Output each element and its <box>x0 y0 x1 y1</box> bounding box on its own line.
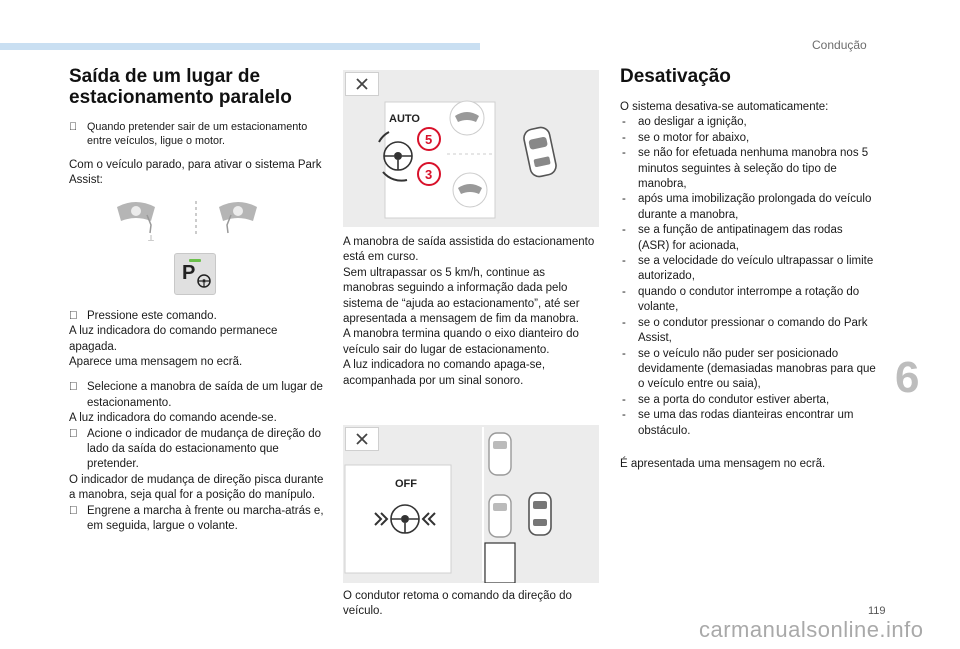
list-item: - se a porta do condutor estiver aberta, <box>622 393 830 406</box>
step1-bullet: Pressione este comando. <box>69 309 327 324</box>
bullet-square-icon <box>69 427 78 442</box>
step-badge-a: 5 <box>425 132 433 147</box>
park-assist-icon: P <box>174 253 216 295</box>
page-number: 119 <box>868 605 886 617</box>
bullet-square-icon <box>69 380 78 395</box>
site-watermark: carmanualsonline.info <box>699 617 924 642</box>
step3-bullet: Acione o indicador de mudança de direção do lado da saída do estacionamento que pretender. <box>69 427 327 473</box>
steering-wheels-figure <box>69 197 327 241</box>
list-item: - se a velocidade do veículo ultrapassar o limite autorizado, <box>622 255 874 283</box>
car-topview-icon <box>489 433 511 475</box>
step4-bullet: Engrene a marcha à frente ou marcha-atrás e, em seguida, largue o volante. <box>69 504 327 535</box>
deactivation-outro: É apresentada uma mensagem no ecrã. <box>620 457 826 470</box>
bullet-square-icon <box>69 309 78 324</box>
step1-line-1: A luz indicadora do comando permanece apagada. <box>69 325 278 353</box>
list-item: - após uma imobilização prolongada do veículo durante a manobra, <box>622 193 872 221</box>
chapter-number: 6 <box>895 353 920 402</box>
list-item: - quando o condutor interrompe a rotação do volante, <box>622 285 860 314</box>
bullet-square-icon <box>69 504 78 519</box>
list-item: - se uma das rodas dianteiras encontrar um obstáculo. <box>622 409 854 437</box>
mode-label: AUTO <box>389 113 420 125</box>
step-badge-b: 3 <box>425 167 433 182</box>
step3-line: O indicador de mudança de direção pisca durante a manobra, seja qual for a posição do manípulo. <box>69 473 324 502</box>
svg-text:⟂: ⟂ <box>148 232 155 241</box>
list-item: - ao desligar a ignição, <box>622 116 747 129</box>
step2-bullet: Selecione a manobra de saída de um lugar de estacionamento. <box>69 380 327 411</box>
list-item: - se a função de antipatinagem das rodas (ASR) for acionada, <box>622 224 843 252</box>
mode-label-off: OFF <box>395 478 417 491</box>
column-right <box>620 66 876 472</box>
section-title: Condução <box>812 38 867 52</box>
column-middle <box>343 70 599 620</box>
steering-wheel-icon <box>117 202 155 241</box>
list-item: - se o motor for abaixo, <box>622 131 750 144</box>
screen-figure-auto <box>343 70 599 227</box>
intro-bullet: Quando pretender sair de um estacionamento entre veículos, ligue o motor. <box>69 120 327 148</box>
step2-line: A luz indicadora do comando acende-se. <box>69 412 277 425</box>
header-accent-bar <box>0 43 480 50</box>
section-heading-deactivation: Desativação <box>620 66 731 87</box>
list-item: - se não for efetuada nenhuma manobra nos 5 minutos seguintes à seleção do tipo de manobra, <box>622 147 869 191</box>
deactivation-list <box>620 115 876 439</box>
figure-caption: O condutor retoma o comando da direção do veículo. <box>343 590 572 618</box>
bullet-square-icon <box>69 120 77 134</box>
car-topview-icon <box>489 495 511 537</box>
list-item: - se o veículo não puder ser posicionado devidamente (demasiadas manobras para que o veículo entre ou saia), <box>622 347 876 391</box>
column-left <box>69 66 327 535</box>
steering-wheel-icon <box>219 202 257 233</box>
park-assist-button-figure <box>69 249 327 307</box>
step1-line-2: Aparece uma mensagem no ecrã. <box>69 356 243 369</box>
car-topview-icon <box>522 126 557 178</box>
maneuver-paragraph: A manobra de saída assistida do estacionamento está em curso. Sem ultrapassar os 5 km/h, continue as manobras seguindo a informação dada pelo sistema de “ajuda ao estacionamento”, até ser apresentada a mensagem de fim da manobra. A manobra termina quando o eixo dianteiro do veículo sair do lugar de estacionamento. A luz indicadora no comando apaga-se, acompanhada por um sinal sonoro. <box>343 236 595 387</box>
deactivation-intro: O sistema desativa-se automaticamente: <box>620 101 829 113</box>
screen-figure-off <box>343 425 599 583</box>
list-item: - se o condutor pressionar o comando do Park Assist, <box>622 316 868 345</box>
section-heading-exit-parallel: Saída de um lugar de estacionamento paralelo <box>69 66 292 108</box>
intro-paragraph: Com o veículo parado, para ativar o sistema Park Assist: <box>69 159 322 187</box>
car-topview-icon <box>529 493 551 535</box>
